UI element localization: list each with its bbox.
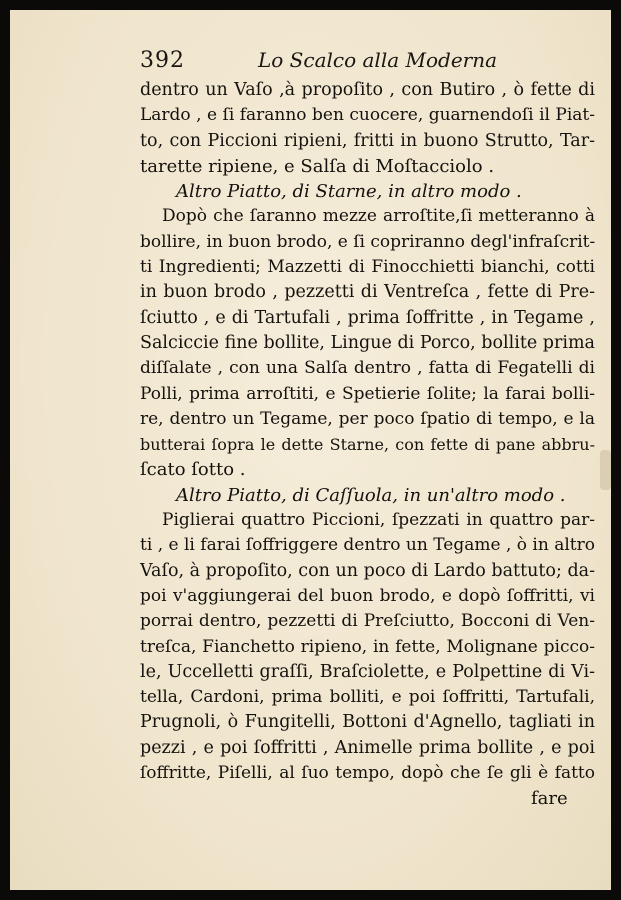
paper-stain [600, 450, 611, 490]
text-line: porrai dentro, pezzetti di Preſciutto, Bocconi di Ven- [140, 611, 595, 632]
text-line: dentro un Vaſo ,à propoſito , con Butiro , ò fette di [140, 80, 595, 100]
text-line: Dopò che ſaranno mezze arroſtite,ſi metteranno à [162, 206, 595, 227]
text-line: treſca, Fianchetto ripieno, in fette, Molignane picco- [140, 636, 595, 657]
text-line: pezzi , e poi ſoffritti , Animelle prima bollite , e poi [140, 737, 595, 758]
text-line: to, con Piccioni ripieni, fritti in buono Strutto, Tar- [140, 130, 595, 151]
body-text [140, 78, 595, 786]
running-title: Lo Scalco alla Moderna [258, 48, 498, 72]
text-line: Salciccie fine bollite, Lingue di Porco, bollite prima [140, 332, 595, 353]
text-line: bollire, in buon brodo, e ſi copriranno degl'infraſcrit- [140, 231, 596, 252]
page-number: 392 [140, 48, 185, 73]
text-line: ſoffritte, Piſelli, al ſuo tempo, dopò che ſe gli è fatto [140, 763, 595, 784]
text-line: poi v'aggiungerai del buon brodo, e dopò ſoffritti, vi [140, 585, 595, 606]
text-line: ti , e li farai ſoffriggere dentro un Tegame , ò in altro [140, 535, 595, 556]
text-line: le, Uccelletti graſſi, Braſciolette, e Polpettine di Vi- [140, 661, 595, 682]
text-line: Polli, prima arroſtiti, e Spetierie ſolite; la farai bolli- [140, 383, 595, 404]
text-line: diſſalate , con una Salſa dentro , fatta di Fegatelli di [140, 358, 595, 379]
text-line: Vaſo, à propoſito, con un poco di Lardo battuto; da- [140, 560, 595, 581]
text-line: Piglierai quattro Piccioni, ſpezzati in quattro par- [162, 510, 595, 531]
text-line: Prugnoli, ò Fungitelli, Bottoni d'Agnello, tagliati in [140, 712, 595, 733]
text-line: tarette ripiene, e Salſa di Moſtacciolo . [140, 155, 495, 177]
text-line: re, dentro un Tegame, per poco ſpatio di tempo, e la [140, 408, 595, 429]
book-page [10, 10, 611, 890]
text-line: ſciutto , e di Tartufali , prima ſoffritte , in Tegame , [140, 307, 595, 328]
text-line: butterai ſopra le dette Starne, con fette di pane abbru- [140, 435, 595, 455]
text-line: in buon brodo , pezzetti di Ventreſca , fette di Pre- [140, 282, 595, 303]
text-line: ſcato ſotto . [140, 459, 246, 481]
section-heading: Altro Piatto, di Caſſuola, in un'altro modo . [176, 484, 566, 506]
catchword: fare [531, 788, 568, 809]
section-heading: Altro Piatto, di Starne, in altro modo . [176, 181, 522, 203]
text-line: ti Ingredienti; Mazzetti di Finocchietti bianchi, cotti [140, 257, 595, 278]
text-line: tella, Cardoni, prima bolliti, e poi ſoffritti, Tartufali, [140, 687, 595, 708]
page-header [140, 48, 590, 80]
text-line: Lardo , e ſi faranno ben cuocere, guarnendoſi il Piat- [140, 105, 595, 126]
